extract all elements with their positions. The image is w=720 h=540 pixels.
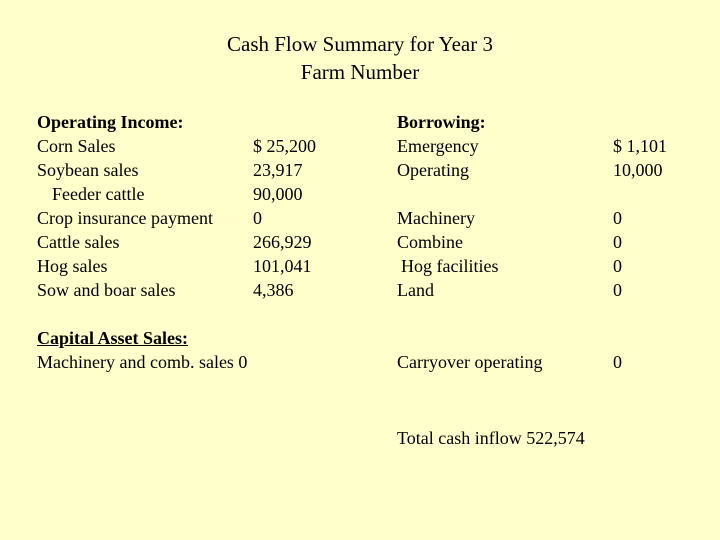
borrowing-value-emergency: $ 1,101 xyxy=(613,136,667,156)
borrowing-label-emergency: Emergency xyxy=(397,136,479,156)
borrowing-label-hog-facilities: Hog facilities xyxy=(401,256,499,276)
borrowing-value-machinery: 0 xyxy=(613,208,622,228)
borrowing-value-hog-facilities: 0 xyxy=(613,256,622,276)
borrowing-value-operating: 10,000 xyxy=(613,160,663,180)
income-value-sow-boar: 4,386 xyxy=(253,280,294,300)
income-label-soybean: Soybean sales xyxy=(37,160,139,180)
income-label-crop-insurance: Crop insurance payment xyxy=(37,208,213,228)
borrowing-label-machinery: Machinery xyxy=(397,208,475,228)
total-cash-inflow: Total cash inflow 522,574 xyxy=(397,428,585,448)
operating-income-heading: Operating Income: xyxy=(37,112,184,132)
income-value-feeder-cattle: 90,000 xyxy=(253,184,303,204)
carryover-label: Carryover operating xyxy=(397,352,543,372)
income-label-feeder-cattle: Feeder cattle xyxy=(52,184,145,204)
capital-asset-sales-heading: Capital Asset Sales: xyxy=(37,328,189,348)
capital-asset-sales-line: Machinery and comb. sales 0 xyxy=(37,352,248,372)
borrowing-label-operating: Operating xyxy=(397,160,469,180)
income-label-sow-boar: Sow and boar sales xyxy=(37,280,176,300)
income-label-cattle: Cattle sales xyxy=(37,232,120,252)
title-line-1: Cash Flow Summary for Year 3 xyxy=(227,32,493,56)
borrowing-label-combine: Combine xyxy=(397,232,463,252)
income-value-cattle: 266,929 xyxy=(253,232,312,252)
carryover-value: 0 xyxy=(613,352,622,372)
income-value-soybean: 23,917 xyxy=(253,160,303,180)
income-label-hog: Hog sales xyxy=(37,256,108,276)
income-value-hog: 101,041 xyxy=(253,256,312,276)
borrowing-label-land: Land xyxy=(397,280,434,300)
borrowing-value-combine: 0 xyxy=(613,232,622,252)
income-value-corn: $ 25,200 xyxy=(253,136,316,156)
income-value-crop-insurance: 0 xyxy=(253,208,262,228)
borrowing-heading: Borrowing: xyxy=(397,112,486,132)
title-line-2: Farm Number xyxy=(300,60,420,84)
borrowing-value-land: 0 xyxy=(613,280,622,300)
income-label-corn: Corn Sales xyxy=(37,136,116,156)
